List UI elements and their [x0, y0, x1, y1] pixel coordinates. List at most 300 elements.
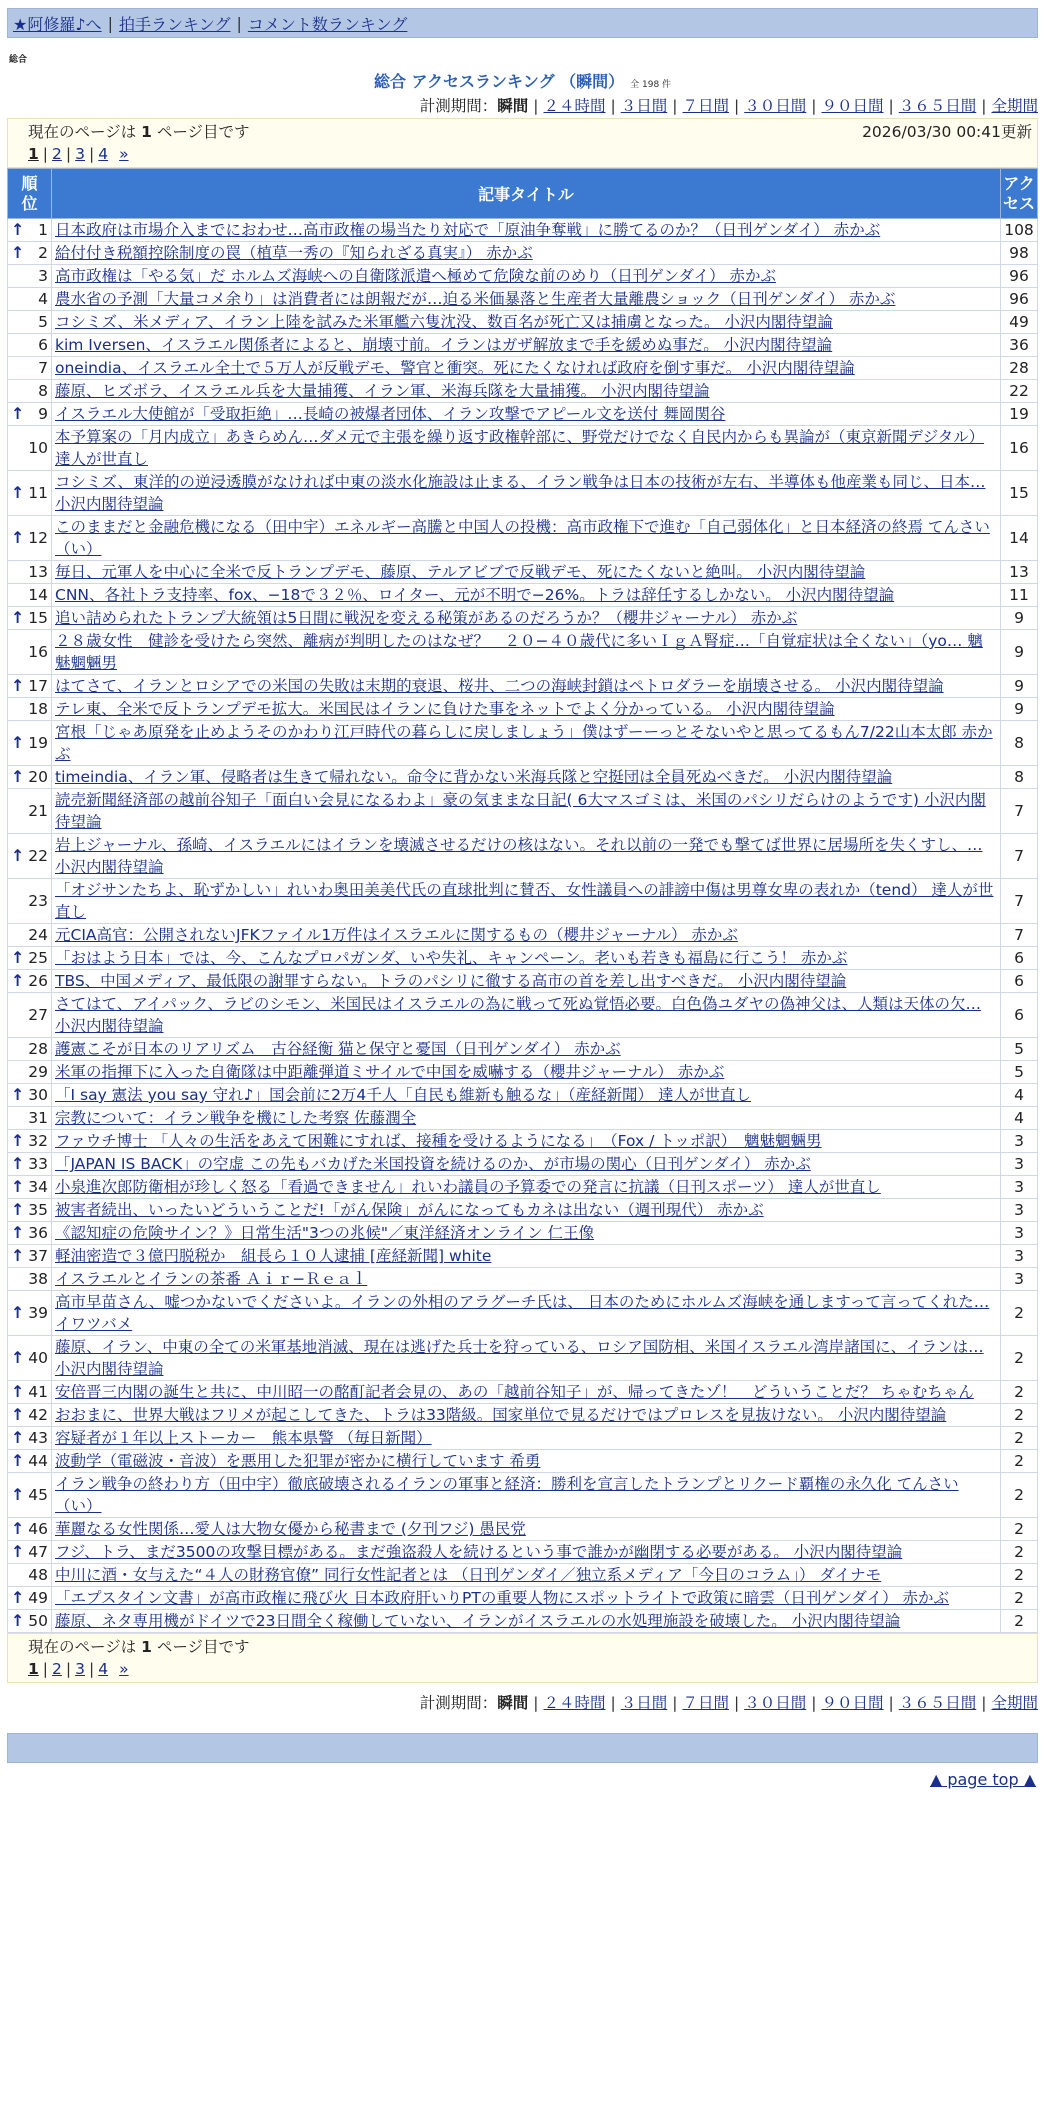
- up-arrow-icon: ↑: [11, 220, 25, 239]
- up-arrow-icon: ↑: [11, 608, 25, 627]
- period-link[interactable]: 全期間: [991, 1694, 1038, 1712]
- rank-cell: [8, 1107, 52, 1130]
- article-link[interactable]: 本予算案の「月内成立」あきらめん…ダメ元で主張を繰り返す政権幹部に、野党だけでなく自民内からも異論が（東京新聞デジタル） 達人が世直し: [55, 428, 985, 468]
- up-arrow-icon: ↑: [11, 948, 25, 967]
- title-cell: [52, 834, 1001, 879]
- table-row: [8, 403, 1038, 426]
- title-cell: [52, 1404, 1001, 1427]
- title-cell: [52, 1038, 1001, 1061]
- period-separator: |: [610, 1694, 616, 1712]
- table-row: [8, 1061, 1038, 1084]
- rank-cell: [8, 1336, 52, 1381]
- rank-number: 28: [28, 1040, 48, 1058]
- page-current: 1: [28, 1660, 39, 1678]
- period-label: 計測期間：: [419, 1694, 498, 1712]
- rank-cell: [8, 242, 52, 265]
- rank-number: 8: [38, 382, 48, 400]
- article-link[interactable]: CNN、各社トラ支持率、fox、−18で３２％、ロイター、元が不明で−26%。トラは辞任するしかない。 小沢内閣待望論: [55, 586, 895, 604]
- access-count: 3: [1001, 1222, 1038, 1245]
- rank-cell: [8, 1564, 52, 1587]
- title-cell: [52, 311, 1001, 334]
- up-arrow-icon: ↑: [11, 1200, 25, 1219]
- article-link[interactable]: はてさて、イランとロシアでの米国の失敗は末期的衰退、桜井、二つの海峡封鎖はペトロダラーを崩壊させる。 小沢内閣待望論: [55, 677, 944, 695]
- article-link[interactable]: このままだと金融危機になる（田中宇）エネルギー高騰と中国人の投機：高市政権下で進む「自己弱体化」と日本経済の終焉 てんさい（い）: [55, 518, 990, 558]
- article-link[interactable]: ２８歳女性 健診を受けたら突然、離病が判明したのはなぜ？ ２０−４０歳代に多いＩｇＡ腎症…「自覚症状は全くない」（yo… 魑魅魍魎男: [55, 632, 983, 672]
- rank-cell: [8, 584, 52, 607]
- rank-cell: [8, 1222, 52, 1245]
- next-page-link[interactable]: »: [119, 1660, 129, 1678]
- up-arrow-icon: ↑: [11, 1485, 25, 1504]
- title-cell: [52, 334, 1001, 357]
- period-separator: |: [888, 1694, 894, 1712]
- title-cell: [52, 1199, 1001, 1222]
- access-count: 2: [1001, 1450, 1038, 1473]
- up-arrow-icon: ↑: [11, 528, 25, 547]
- rank-number: 17: [28, 677, 48, 695]
- up-arrow-icon: ↑: [11, 676, 25, 695]
- title-cell: [52, 584, 1001, 607]
- rank-cell: [8, 219, 52, 242]
- table-row: [8, 1541, 1038, 1564]
- article-link[interactable]: 追い詰められたトランプ大統領は5日間に戦況を変える秘策があるのだろうか？（櫻井ジャーナル） 赤かぶ: [55, 609, 798, 627]
- up-arrow-icon: ↑: [11, 733, 25, 752]
- article-link[interactable]: 容疑者が１年以上ストーカー 熊本県警 （毎日新聞）: [55, 1429, 432, 1447]
- rank-number: 24: [28, 926, 48, 944]
- period-link[interactable]: ７日間: [682, 97, 729, 115]
- title-cell: [52, 1245, 1001, 1268]
- article-link[interactable]: さてはて、アイパック、ラビのシモン、米国民はイスラエルの為に戦って死ぬ覚悟必要。白色偽ユダヤの偽神父は、人類は天体の欠… 小沢内閣待望論: [55, 995, 981, 1035]
- rank-number: 42: [28, 1406, 48, 1424]
- rank-number: 37: [28, 1247, 48, 1265]
- title-cell: [52, 1268, 1001, 1291]
- table-row: [8, 789, 1038, 834]
- access-count: 108: [1001, 219, 1038, 242]
- access-count: 3: [1001, 1199, 1038, 1222]
- rank-number: 5: [38, 313, 48, 331]
- title-cell: [52, 924, 1001, 947]
- rank-number: 39: [28, 1304, 48, 1322]
- rank-number: 2: [38, 244, 48, 262]
- up-arrow-icon: ↑: [11, 1382, 25, 1401]
- access-count: 2: [1001, 1404, 1038, 1427]
- table-row: [8, 1610, 1038, 1633]
- rank-cell: [8, 1245, 52, 1268]
- article-link[interactable]: おおまに、世界大戦はフリメが起こしてきた、トラは33階級。国家単位で見るだけではプロレスを見抜けない。 小沢内閣待望論: [55, 1406, 947, 1424]
- title-cell: [52, 561, 1001, 584]
- rank-number: 22: [28, 847, 48, 865]
- article-link[interactable]: コシミズ、米メディア、イラン上陸を試みた米軍艦六隻沈没、数百名が死亡又は捕虜となった。 小沢内閣待望論: [55, 313, 833, 331]
- access-count: 36: [1001, 334, 1038, 357]
- title-cell: [52, 607, 1001, 630]
- article-link[interactable]: 農水省の予測「大量コメ余り」は消費者には朗報だが…迫る米価暴落と生産者大量離農ショック（日刊ゲンダイ） 赤かぶ: [55, 290, 896, 308]
- rank-number: 45: [28, 1486, 48, 1504]
- rank-cell: [8, 334, 52, 357]
- rank-cell: [8, 675, 52, 698]
- rank-number: 40: [28, 1349, 48, 1367]
- access-count: 7: [1001, 924, 1038, 947]
- table-row: [8, 516, 1038, 561]
- title-cell: [52, 471, 1001, 516]
- period-separator: |: [981, 97, 987, 115]
- table-row: [8, 1427, 1038, 1450]
- header-title: 記事タイトル: [52, 169, 1001, 219]
- article-link[interactable]: コシミズ、東洋的の逆浸透膜がなければ中東の淡水化施設は止まる、イラン戦争は日本の技術が左右、半導体も他産業も同じ、日本… 小沢内閣待望論: [55, 473, 986, 513]
- access-count: 14: [1001, 516, 1038, 561]
- up-arrow-icon: ↑: [11, 1519, 25, 1538]
- page-link[interactable]: 3: [75, 145, 86, 163]
- table-row: [8, 766, 1038, 789]
- table-row: [8, 1084, 1038, 1107]
- rank-cell: [8, 834, 52, 879]
- article-link[interactable]: イラン戦争の終わり方（田中宇）徹底破壊されるイランの軍事と経済：勝利を宣言したトランプとリクード覇権の永久化 てんさい（い）: [55, 1475, 959, 1515]
- period-link[interactable]: ３６５日間: [898, 97, 977, 115]
- article-link[interactable]: イスラエル大使館が「受取拒絶」…長崎の被爆者団体、イラン攻撃でアピール文を送付 舞岡関谷: [55, 405, 726, 423]
- rank-cell: [8, 403, 52, 426]
- rank-number: 20: [28, 768, 48, 786]
- rank-number: 6: [38, 336, 48, 354]
- period-link[interactable]: 全期間: [991, 97, 1038, 115]
- access-count: 22: [1001, 380, 1038, 403]
- period-separator: |: [981, 1694, 987, 1712]
- period-separator: |: [811, 97, 817, 115]
- title-cell: [52, 403, 1001, 426]
- article-link[interactable]: 小泉進次郎防衛相が珍しく怒る「看過できません」れいわ議員の予算委での発言に抗議（日刊スポーツ） 達人が世直し: [55, 1178, 881, 1196]
- rank-number: 9: [38, 405, 48, 423]
- page-separator: |: [65, 145, 72, 163]
- rank-cell: [8, 265, 52, 288]
- article-link[interactable]: 「JAPAN IS BACK」の空虚 この先もバカげた米国投資を続けるのか、が市場の関心（日刊ゲンダイ） 赤かぶ: [55, 1155, 811, 1173]
- article-link[interactable]: 高市早苗さん、嘘つかないでくださいよ。イランの外相のアラグーチ氏は、 日本のためにホルムズ海峡を通しますって言ってくれた… イワツバメ: [55, 1293, 990, 1333]
- rank-number: 41: [28, 1383, 48, 1401]
- period-link[interactable]: ３日間: [620, 97, 668, 115]
- period-link[interactable]: ７日間: [682, 1694, 729, 1712]
- title-cell: [52, 265, 1001, 288]
- access-count: 5: [1001, 1061, 1038, 1084]
- title-cell: [52, 1061, 1001, 1084]
- article-link[interactable]: 高市政権は「やる気」だ ホルムズ海峡への自衛隊派遣へ極めて危険な前のめり（日刊ゲンダイ） 赤かぶ: [55, 267, 776, 285]
- page-link[interactable]: 4: [98, 1660, 109, 1678]
- table-row: [8, 1587, 1038, 1610]
- table-row: [8, 993, 1038, 1038]
- table-row: [8, 380, 1038, 403]
- article-link[interactable]: 給付付き税額控除制度の罠（植草一秀の『知られざる真実』） 赤かぶ: [55, 244, 533, 262]
- period-link[interactable]: ３日間: [620, 1694, 668, 1712]
- article-link[interactable]: フジ、トラ、まだ3500の攻撃目標がある。まだ強盗殺人を続けるという事で誰かが幽閉する必要がある。 小沢内閣待望論: [55, 1543, 903, 1561]
- article-link[interactable]: 宗教について：イラン戦争を機にした考察 佐藤潤全: [55, 1109, 417, 1127]
- rank-number: 4: [38, 290, 48, 308]
- page-link[interactable]: 2: [52, 145, 62, 163]
- rank-number: 38: [28, 1270, 48, 1288]
- table-row: [8, 698, 1038, 721]
- period-link[interactable]: ２４時間: [543, 1694, 606, 1712]
- updated-timestamp: 2026/03/30 00:41更新: [862, 123, 1032, 141]
- article-link[interactable]: イスラエルとイランの茶番 Ａｉｒ−Ｒｅａｌ: [55, 1270, 368, 1288]
- rank-cell: [8, 1084, 52, 1107]
- title-cell: [52, 1222, 1001, 1245]
- page-current: 1: [28, 145, 39, 163]
- title-cell: [52, 1518, 1001, 1541]
- up-arrow-icon: ↑: [11, 404, 25, 423]
- period-link[interactable]: ３６５日間: [898, 1694, 977, 1712]
- period-link[interactable]: ２４時間: [543, 97, 606, 115]
- article-link[interactable]: 《認知症の危険サイン？》日常生活"3つの兆候"／東洋経済オンライン 仁王像: [55, 1224, 594, 1242]
- table-row: [8, 1450, 1038, 1473]
- title-cell: [52, 1610, 1001, 1633]
- rank-cell: [8, 1199, 52, 1222]
- up-arrow-icon: ↑: [11, 1405, 25, 1424]
- rank-number: 21: [28, 802, 48, 820]
- title-cell: [52, 993, 1001, 1038]
- title-cell: [52, 970, 1001, 993]
- title-cell: [52, 357, 1001, 380]
- rank-number: 29: [28, 1063, 48, 1081]
- page-separator: |: [89, 145, 95, 163]
- rank-cell: [8, 630, 52, 675]
- access-count: 4: [1001, 1084, 1038, 1107]
- table-row: [8, 1473, 1038, 1518]
- category-label: 総合: [9, 55, 28, 65]
- period-current: 瞬間: [497, 97, 529, 115]
- article-link[interactable]: 毎日、元軍人を中心に全米で反トランプデモ、藤原、テルアビブで反戦デモ、死にたくないと絶叫。 小沢内閣待望論: [55, 563, 866, 581]
- article-link[interactable]: 被害者続出、いったいどういうことだ!「がん保険」がんになってもカネは出ない（週刊現代） 赤かぶ: [55, 1201, 764, 1219]
- article-link[interactable]: 「おはよう日本」では、今、こんなプロパガンダ、いや失礼、キャンペーン。老いも若きも福島に行こう！ 赤かぶ: [55, 949, 848, 967]
- top-nav-bar: [7, 8, 1038, 38]
- table-row: [8, 947, 1038, 970]
- rank-number: 18: [28, 700, 48, 718]
- result-count: 全 198 件: [630, 80, 672, 90]
- rank-number: 43: [28, 1429, 48, 1447]
- comment-ranking-link[interactable]: コメント数ランキング: [247, 14, 408, 34]
- ranking-title: 総合 アクセスランキング （瞬間）: [373, 72, 625, 91]
- up-arrow-icon: ↑: [11, 1451, 25, 1470]
- access-count: 9: [1001, 675, 1038, 698]
- title-cell: [52, 242, 1001, 265]
- article-link[interactable]: テレ東、全米で反トランプデモ拡大。米国民はイランに負けた事をネットでよく分かっている。 小沢内閣待望論: [55, 700, 835, 718]
- table-row: [8, 924, 1038, 947]
- article-link[interactable]: 読売新聞経済部の越前谷知子「面白い会見になるわよ」豪の気ままな日記( 6大マスゴミは、米国のパシリだらけのようです) 小沢内閣待望論: [55, 791, 986, 831]
- article-link[interactable]: TBS、中国メディア、最低限の謝罪すらない。トラのパシリに徹する高市の首を差し出すべきだ。 小沢内閣待望論: [55, 972, 847, 990]
- table-row: [8, 1245, 1038, 1268]
- access-count: 15: [1001, 471, 1038, 516]
- table-row: [8, 721, 1038, 766]
- article-link[interactable]: 中川に酒・女与えた“４人の財務官僚” 同行女性記者とは （日刊ゲンダイ／独立系メディア「今日のコラム」） ダイナモ: [55, 1566, 882, 1584]
- article-link[interactable]: timeindia、イラン軍、侵略者は生きて帰れない。命令に背かない米海兵隊と空挺団は全員死ぬべきだ。 小沢内閣待望論: [55, 768, 893, 786]
- access-count: 6: [1001, 993, 1038, 1038]
- table-row: [8, 1564, 1038, 1587]
- rank-number: 16: [28, 643, 48, 661]
- period-link[interactable]: ９０日間: [821, 97, 884, 115]
- period-selector-top: [7, 94, 1038, 118]
- rank-cell: [8, 1427, 52, 1450]
- clap-ranking-link[interactable]: 拍手ランキング: [118, 14, 231, 34]
- title-cell: [52, 288, 1001, 311]
- current-page-info: 現在のページは 1 ページ目です: [28, 1638, 250, 1656]
- rank-cell: [8, 1541, 52, 1564]
- rank-cell: [8, 471, 52, 516]
- rank-cell: [8, 426, 52, 471]
- article-link[interactable]: 安倍晋三内閣の誕生と共に、中川昭一の酩酊記者会見の、あの「越前谷知子」が、帰ってきたゾ！ どういうことだ？ ちゃむちゃん: [55, 1383, 974, 1401]
- rank-number: 50: [28, 1612, 48, 1630]
- table-row: [8, 1336, 1038, 1381]
- table-row: [8, 879, 1038, 924]
- pagination-bottom: [7, 1633, 1038, 1683]
- table-row: [8, 1291, 1038, 1336]
- access-count: 3: [1001, 1130, 1038, 1153]
- bottom-bar: [7, 1733, 1038, 1763]
- period-link[interactable]: ９０日間: [821, 1694, 884, 1712]
- article-link[interactable]: 「エプスタイン文書」が高市政権に飛び火 日本政府肝いりPTの重要人物にスポットライトで政策に暗雲（日刊ゲンダイ） 赤かぶ: [55, 1589, 950, 1607]
- nav-separator: |: [107, 13, 113, 33]
- access-count: 6: [1001, 947, 1038, 970]
- access-count: 2: [1001, 1610, 1038, 1633]
- article-link[interactable]: ファウチ博士 「人々の生活をあえて困難にすれば、接種を受けるようになる」 （Fox / トッポ訳） 魑魅魍魎男: [55, 1132, 822, 1150]
- access-count: 13: [1001, 561, 1038, 584]
- article-link[interactable]: 護憲こそが日本のリアリズム 古谷経衡 猫と保守と憂国（日刊ゲンダイ） 赤かぶ: [55, 1040, 621, 1058]
- rank-cell: [8, 1291, 52, 1336]
- rank-number: 34: [28, 1178, 48, 1196]
- table-row: [8, 1176, 1038, 1199]
- rank-cell: [8, 924, 52, 947]
- table-row: [8, 1038, 1038, 1061]
- rank-number: 46: [28, 1520, 48, 1538]
- page-top-link[interactable]: ▲ page top ▲: [929, 1770, 1036, 1789]
- rank-number: 48: [28, 1566, 48, 1584]
- article-link[interactable]: 藤原、イラン、中東の全ての米軍基地消滅、現在は逃げた兵士を狩っている、ロシア国防相、米国イスラエル湾岸諸国に、イランは… 小沢内閣待望論: [55, 1338, 984, 1378]
- rank-number: 3: [38, 267, 48, 285]
- article-link[interactable]: oneindia、イスラエル全土で５万人が反戦デモ、警官と衝突。死にたくなければ政府を倒す事だ。 小沢内閣待望論: [55, 359, 855, 377]
- title-cell: [52, 1427, 1001, 1450]
- access-count: 2: [1001, 1541, 1038, 1564]
- rank-cell: [8, 879, 52, 924]
- rank-cell: [8, 789, 52, 834]
- article-link[interactable]: 元CIA高官：公開されないJFKファイル1万件はイスラエルに関するもの（櫻井ジャーナル） 赤かぶ: [55, 926, 738, 944]
- article-link[interactable]: 波動学（電磁波・音波）を悪用した犯罪が密かに横行しています 希勇: [55, 1452, 541, 1470]
- period-selector-bottom: [7, 1691, 1038, 1715]
- table-row: [8, 834, 1038, 879]
- article-link[interactable]: kim Iversen、イスラエル関係者によると、崩壊寸前。イランはガザ解放まで手を緩めぬ事だ。 小沢内閣待望論: [55, 336, 833, 354]
- rank-number: 36: [28, 1224, 48, 1242]
- up-arrow-icon: ↑: [11, 1542, 25, 1561]
- header-access: アクセス: [1001, 169, 1038, 219]
- page-link[interactable]: 4: [98, 145, 109, 163]
- rank-number: 31: [28, 1109, 48, 1127]
- page-link[interactable]: 2: [52, 1660, 62, 1678]
- table-row: [8, 584, 1038, 607]
- table-row: [8, 1404, 1038, 1427]
- table-row: [8, 265, 1038, 288]
- rank-cell: [8, 1061, 52, 1084]
- article-link[interactable]: 宮根「じゃあ原発を止めようそのかわり江戸時代の暮らしに戻しましょう」僕はずーーっとそないやと思ってるもん7/22山本太郎 赤かぶ: [55, 723, 993, 763]
- access-count: 8: [1001, 766, 1038, 789]
- current-page-info: 現在のページは 1 ページ目です: [28, 123, 250, 141]
- title-cell: [52, 879, 1001, 924]
- title-cell: [52, 1541, 1001, 1564]
- rank-cell: [8, 1518, 52, 1541]
- title-cell: [52, 789, 1001, 834]
- ranking-table: [7, 168, 1038, 1633]
- rank-number: 25: [28, 949, 48, 967]
- rank-number: 49: [28, 1589, 48, 1607]
- access-count: 3: [1001, 1268, 1038, 1291]
- up-arrow-icon: ↑: [11, 767, 25, 786]
- title-cell: [52, 766, 1001, 789]
- period-link[interactable]: ３０日間: [744, 97, 807, 115]
- article-link[interactable]: 華麗なる女性関係…愛人は大物女優から秘書まで (夕刊フジ) 愚民党: [55, 1520, 526, 1538]
- rank-cell: [8, 607, 52, 630]
- period-separator: |: [533, 97, 539, 115]
- table-row: [8, 607, 1038, 630]
- table-row: [8, 1518, 1038, 1541]
- article-link[interactable]: 藤原、ネタ専用機がドイツで23日間全く稼働していない、イランがイスラエルの水処理施設を破壊した。 小沢内閣待望論: [55, 1612, 901, 1630]
- title-cell: [52, 1381, 1001, 1404]
- table-row: [8, 561, 1038, 584]
- period-separator: |: [533, 1694, 539, 1712]
- up-arrow-icon: ↑: [11, 1177, 25, 1196]
- page-separator: |: [42, 145, 49, 163]
- rank-number: 33: [28, 1155, 48, 1173]
- page-link[interactable]: 3: [75, 1660, 86, 1678]
- rank-number: 32: [28, 1132, 48, 1150]
- article-link[interactable]: 米軍の指揮下に入った自衛隊は中距離弾道ミサイルで中国を威嚇する（櫻井ジャーナル） 赤かぶ: [55, 1063, 725, 1081]
- period-separator: |: [811, 1694, 817, 1712]
- access-count: 6: [1001, 970, 1038, 993]
- rank-cell: [8, 1381, 52, 1404]
- title-cell: [52, 1564, 1001, 1587]
- next-page-link[interactable]: »: [119, 145, 129, 163]
- title-cell: [52, 1084, 1001, 1107]
- period-link[interactable]: ３０日間: [744, 1694, 807, 1712]
- rank-number: 27: [28, 1006, 48, 1024]
- rank-cell: [8, 516, 52, 561]
- access-count: 4: [1001, 1107, 1038, 1130]
- article-link[interactable]: 日本政府は市場介入までにおわせ…高市政権の場当たり対応で「原油争奪戦」に勝てるのか？（日刊ゲンダイ） 赤かぶ: [55, 221, 881, 239]
- up-arrow-icon: ↑: [11, 1428, 25, 1447]
- home-link[interactable]: ★阿修羅♪へ: [13, 14, 102, 34]
- rank-number: 35: [28, 1201, 48, 1219]
- period-current: 瞬間: [497, 1694, 529, 1712]
- rank-number: 44: [28, 1452, 48, 1470]
- rank-cell: [8, 1610, 52, 1633]
- rank-number: 10: [28, 439, 48, 457]
- page-links: [28, 1658, 1032, 1680]
- article-link[interactable]: 「I say 憲法 you say 守れ♪」国会前に2万4千人「自民も維新も触るな」（産経新聞） 達人が世直し: [55, 1086, 751, 1104]
- article-link[interactable]: 「オジサンたちよ、恥ずかしい」れいわ奥田美美代氏の直球批判に賛否、女性議員への誹謗中傷は男尊女卑の表れか（tend） 達人が世直し: [55, 881, 994, 921]
- rank-cell: [8, 311, 52, 334]
- rank-cell: [8, 1268, 52, 1291]
- page-title: [7, 69, 1038, 92]
- article-link[interactable]: 軽油密造で３億円脱税か 組長ら１０人逮捕 [産経新聞] white: [55, 1247, 492, 1265]
- table-row: [8, 334, 1038, 357]
- title-cell: [52, 630, 1001, 675]
- up-arrow-icon: ↑: [11, 1611, 25, 1630]
- title-cell: [52, 698, 1001, 721]
- header-rank: 順位: [8, 169, 52, 219]
- article-link[interactable]: 岩上ジャーナル、孫崎、イスラエルにはイランを壊滅させるだけの核はない。それ以前の一発でも撃てば世界に居場所を失くすし、… 小沢内閣待望論: [55, 836, 983, 876]
- table-row: [8, 630, 1038, 675]
- access-count: 7: [1001, 834, 1038, 879]
- rank-number: 14: [28, 586, 48, 604]
- article-link[interactable]: 藤原、ヒズボラ、イスラエル兵を大量捕獲、イラン軍、米海兵隊を大量捕獲。 小沢内閣待望論: [55, 382, 710, 400]
- period-separator: |: [672, 1694, 678, 1712]
- rank-number: 26: [28, 972, 48, 990]
- access-count: 49: [1001, 311, 1038, 334]
- up-arrow-icon: ↑: [11, 1085, 25, 1104]
- rank-cell: [8, 1130, 52, 1153]
- page-links: [28, 143, 1032, 165]
- rank-cell: [8, 357, 52, 380]
- title-cell: [52, 1176, 1001, 1199]
- period-separator: |: [610, 97, 616, 115]
